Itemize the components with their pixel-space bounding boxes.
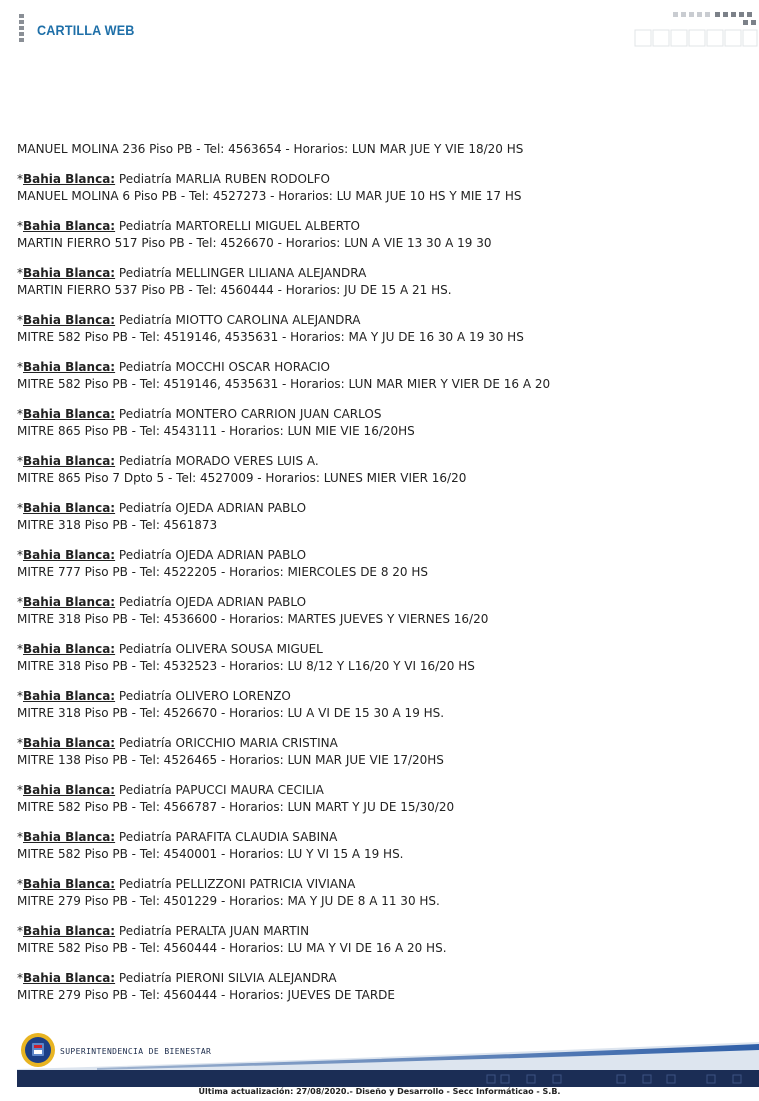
entry-prefix: * [17,736,23,750]
entry-heading [17,547,747,564]
entry-address: MITRE 318 Piso PB - Tel: 4536600 - Horarios: MARTES JUEVES Y VIERNES 16/20 [17,612,489,626]
entry-address: MITRE 279 Piso PB - Tel: 4501229 - Horarios: MA Y JU DE 8 A 11 30 HS. [17,894,440,908]
city-link[interactable]: Bahia Blanca: [23,219,116,233]
list-item [17,782,747,816]
entry-heading [17,688,747,705]
entry-address: MITRE 777 Piso PB - Tel: 4522205 - Horarios: MIERCOLES DE 8 20 HS [17,565,429,579]
entry-prefix: * [17,501,23,515]
list-item [17,641,747,675]
entry-prefix: * [17,783,23,797]
list-item [17,218,747,252]
list-item [17,970,747,1004]
entry-heading [17,782,747,799]
entry-prefix: * [17,924,23,938]
entry-address: MARTIN FIERRO 537 Piso PB - Tel: 4560444 - Horarios: JU DE 15 A 21 HS. [17,283,452,297]
entry-heading [17,735,747,752]
entry-prefix: * [17,595,23,609]
entry-title: Pediatría MOCCHI OSCAR HORACIO [115,360,330,374]
entry-prefix: * [17,454,23,468]
page-title: CARTILLA WEB [37,22,135,38]
list-item [17,923,747,957]
entry-address: MARTIN FIERRO 517 Piso PB - Tel: 4526670 - Horarios: LUN A VIE 13 30 A 19 30 [17,236,492,250]
entry-prefix: * [17,407,23,421]
entry-prefix: * [17,172,23,186]
list-item [17,829,747,863]
entry-address: MITRE 865 Piso 7 Dpto 5 - Tel: 4527009 - Horarios: LUNES MIER VIER 16/20 [17,471,467,485]
city-link[interactable]: Bahia Blanca: [23,266,116,280]
entry-address: MITRE 582 Piso PB - Tel: 4519146, 4535631 - Horarios: MA Y JU DE 16 30 A 19 30 HS [17,330,524,344]
entry-prefix: * [17,971,23,985]
list-item [17,359,747,393]
city-link[interactable]: Bahia Blanca: [23,783,116,797]
entry-title: Pediatría PERALTA JUAN MARTIN [115,924,310,938]
provider-list [17,141,747,1017]
list-item [17,547,747,581]
org-name: SUPERINTENDENCIA DE BIENESTAR [60,1047,212,1056]
entry-title: Pediatría MARLIA RUBEN RODOLFO [115,172,330,186]
entry-heading [17,171,747,188]
list-item [17,500,747,534]
city-link[interactable]: Bahia Blanca: [23,501,116,515]
entry-prefix: * [17,877,23,891]
entry-prefix: * [17,313,23,327]
entry-prefix: * [17,219,23,233]
entry-title: Pediatría OLIVERA SOUSA MIGUEL [115,642,323,656]
entry-title: Pediatría MONTERO CARRION JUAN CARLOS [115,407,382,421]
list-item [17,141,747,158]
city-link[interactable]: Bahia Blanca: [23,360,116,374]
city-link[interactable]: Bahia Blanca: [23,877,116,891]
entry-heading [17,359,747,376]
entry-prefix: * [17,266,23,280]
entry-address: MITRE 318 Piso PB - Tel: 4532523 - Horarios: LU 8/12 Y L16/20 Y VI 16/20 HS [17,659,475,673]
entry-heading [17,265,747,282]
entry-address: MITRE 318 Piso PB - Tel: 4561873 [17,518,218,532]
entry-prefix: * [17,360,23,374]
list-item [17,406,747,440]
entry-title: Pediatría OJEDA ADRIAN PABLO [115,595,307,609]
entry-heading [17,406,747,423]
entry-prefix: * [17,830,23,844]
entry-address: MITRE 582 Piso PB - Tel: 4540001 - Horarios: LU Y VI 15 A 19 HS. [17,847,404,861]
entry-heading [17,500,747,517]
entry-title: Pediatría PARAFITA CLAUDIA SABINA [115,830,338,844]
entry-prefix: * [17,642,23,656]
institution-seal-icon [20,1032,56,1068]
entry-title: Pediatría OLIVERO LORENZO [115,689,291,703]
city-link[interactable]: Bahia Blanca: [23,454,116,468]
entry-title: Pediatría MARTORELLI MIGUEL ALBERTO [115,219,360,233]
entry-heading [17,312,747,329]
entry-heading [17,453,747,470]
header-bar-icon [19,14,24,46]
entry-address: MITRE 865 Piso PB - Tel: 4543111 - Horarios: LUN MIE VIE 16/20HS [17,424,415,438]
entry-address: MITRE 582 Piso PB - Tel: 4560444 - Horarios: LU MA Y VI DE 16 A 20 HS. [17,941,447,955]
entry-address: MITRE 318 Piso PB - Tel: 4526670 - Horarios: LU A VI DE 15 30 A 19 HS. [17,706,445,720]
city-link[interactable]: Bahia Blanca: [23,172,116,186]
city-link[interactable]: Bahia Blanca: [23,407,116,421]
last-updated: Última actualización: 27/08/2020.- Diseño y Desarrollo - Secc Informáticao - S.B. [198,1087,561,1096]
list-item [17,688,747,722]
entry-title: Pediatría MIOTTO CAROLINA ALEJANDRA [115,313,361,327]
entry-prefix: * [17,548,23,562]
entry-title: Pediatría MORADO VERES LUIS A. [115,454,319,468]
city-link[interactable]: Bahia Blanca: [23,830,116,844]
city-link[interactable]: Bahia Blanca: [23,971,116,985]
grid-squares-icon [633,10,759,50]
list-item [17,735,747,769]
list-item [17,453,747,487]
entry-address: MITRE 582 Piso PB - Tel: 4566787 - Horarios: LUN MART Y JU DE 15/30/20 [17,800,455,814]
entry-heading [17,970,747,987]
city-link[interactable]: Bahia Blanca: [23,736,116,750]
city-link[interactable]: Bahia Blanca: [23,548,116,562]
entry-address: MITRE 138 Piso PB - Tel: 4526465 - Horarios: LUN MAR JUE VIE 17/20HS [17,753,444,767]
city-link[interactable]: Bahia Blanca: [23,689,116,703]
city-link[interactable]: Bahia Blanca: [23,924,116,938]
entry-prefix: * [17,689,23,703]
list-item [17,265,747,299]
entry-title: Pediatría PELLIZZONI PATRICIA VIVIANA [115,877,356,891]
entry-heading [17,923,747,940]
entry-title: Pediatría PIERONI SILVIA ALEJANDRA [115,971,337,985]
city-link[interactable]: Bahia Blanca: [23,595,116,609]
entry-heading [17,829,747,846]
list-item [17,312,747,346]
entry-heading [17,876,747,893]
list-item [17,594,747,628]
entry-heading [17,218,747,235]
footer [17,1030,759,1090]
entry-address: MANUEL MOLINA 6 Piso PB - Tel: 4527273 - Horarios: LU MAR JUE 10 HS Y MIE 17 HS [17,189,522,203]
list-item [17,876,747,910]
entry-heading [17,641,747,658]
entry-address: MITRE 279 Piso PB - Tel: 4560444 - Horarios: JUEVES DE TARDE [17,988,395,1002]
entry-address: MANUEL MOLINA 236 Piso PB - Tel: 4563654 - Horarios: LUN MAR JUE Y VIE 18/20 HS [17,142,524,156]
entry-title: Pediatría MELLINGER LILIANA ALEJANDRA [115,266,367,280]
footer-wave-banner [17,1030,759,1087]
city-link[interactable]: Bahia Blanca: [23,313,116,327]
list-item [17,171,747,205]
entry-heading [17,594,747,611]
entry-title: Pediatría ORICCHIO MARIA CRISTINA [115,736,338,750]
city-link[interactable]: Bahia Blanca: [23,642,116,656]
entry-title: Pediatría PAPUCCI MAURA CECILIA [115,783,324,797]
entry-title: Pediatría OJEDA ADRIAN PABLO [115,501,307,515]
entry-address: MITRE 582 Piso PB - Tel: 4519146, 4535631 - Horarios: LUN MAR MIER Y VIER DE 16 A 20 [17,377,551,391]
entry-title: Pediatría OJEDA ADRIAN PABLO [115,548,307,562]
